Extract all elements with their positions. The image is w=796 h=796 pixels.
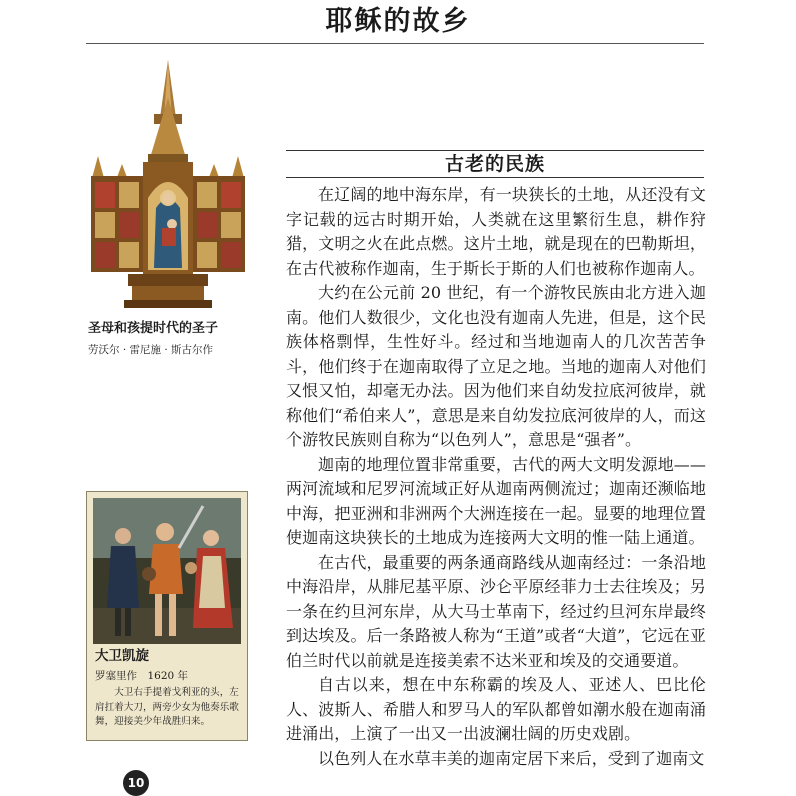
section-rule-bottom — [286, 177, 704, 178]
triptych-image — [88, 58, 248, 310]
page-title: 耶稣的故乡 — [325, 6, 471, 37]
paragraph: 迦南的地理位置非常重要，古代的两大文明发源地——两河流域和尼罗河流域正好从迦南两侧流过；迦南还濒临地中海，把亚洲和非洲两个大洲连接在一起。显要的地理位置使迦南这块狭长的土地成为连接两大文明的惟一陆上通道。 — [286, 454, 706, 547]
body-text — [286, 183, 706, 771]
painting-credit: 罗塞里作 1620 年 — [95, 670, 189, 682]
paragraph: 在辽阔的地中海东岸，有一块狭长的土地，从还没有文字记载的远古时期开始，人类就在这里繁衍生息，耕作狩猎，文明之火在此点燃。这片土地，就是现在的巴勒斯坦，在古代被称作迦南，生于斯长于斯的人们也被称作迦南人。 — [286, 185, 706, 278]
page-number: 10 — [123, 770, 149, 796]
section-title: 古老的民族 — [444, 153, 545, 175]
painting-sidebar — [86, 491, 248, 741]
painting-title: 大卫凯旋 — [95, 648, 149, 664]
paragraph: 自古以来，想在中东称霸的埃及人、亚述人、巴比伦人、波斯人、希腊人和罗马人的军队都曾如潮水般在迦南涌进涌出，上演了一出又一出波澜壮阔的历史戏剧。 — [286, 675, 706, 743]
figure-credit: 劳沃尔 · 雷尼施 · 斯古尔作 — [88, 344, 214, 356]
painting-description: 大卫右手提着戈利亚的头，左肩扛着大刀，两旁少女为他奏乐歌舞，迎接美少年战胜归来。 — [95, 687, 239, 727]
painting-image — [93, 498, 241, 644]
paragraph: 在古代，最重要的两条通商路线从迦南经过：一条沿地中海沿岸，从腓尼基平原、沙仑平原经菲力士去往埃及；另一条在约旦河东岸，从大马士革南下，经过约旦河东岸最终到达埃及。后一条路被人称为“王道”或者“大道”，它远在亚伯兰时代以前就是连接美索不达米亚和埃及的交通要道。 — [286, 552, 706, 670]
figure-caption: 圣母和孩提时代的圣子 — [88, 321, 219, 336]
paragraph: 以色列人在水草丰美的迦南定居下来后，受到了迦南文 — [318, 748, 705, 768]
paragraph: 大约在公元前 20 世纪，有一个游牧民族由北方进入迦南。他们人数很少，文化也没有迦南人先进，但是，这个民族体格剽悍，生性好斗。经过和当地迦南人的几次苦苦争斗，他们终于在迦南取得了立足之地。当地的迦南人对他们又恨又怕，却毫无办法。因为他们来自幼发拉底河彼岸，就称他们“希伯来人”，意思是来自幼发拉底河彼岸的人，而这个游牧民族则自称为“以色列人”，意思是“强者”。 — [286, 283, 706, 449]
header-rule — [86, 43, 704, 44]
